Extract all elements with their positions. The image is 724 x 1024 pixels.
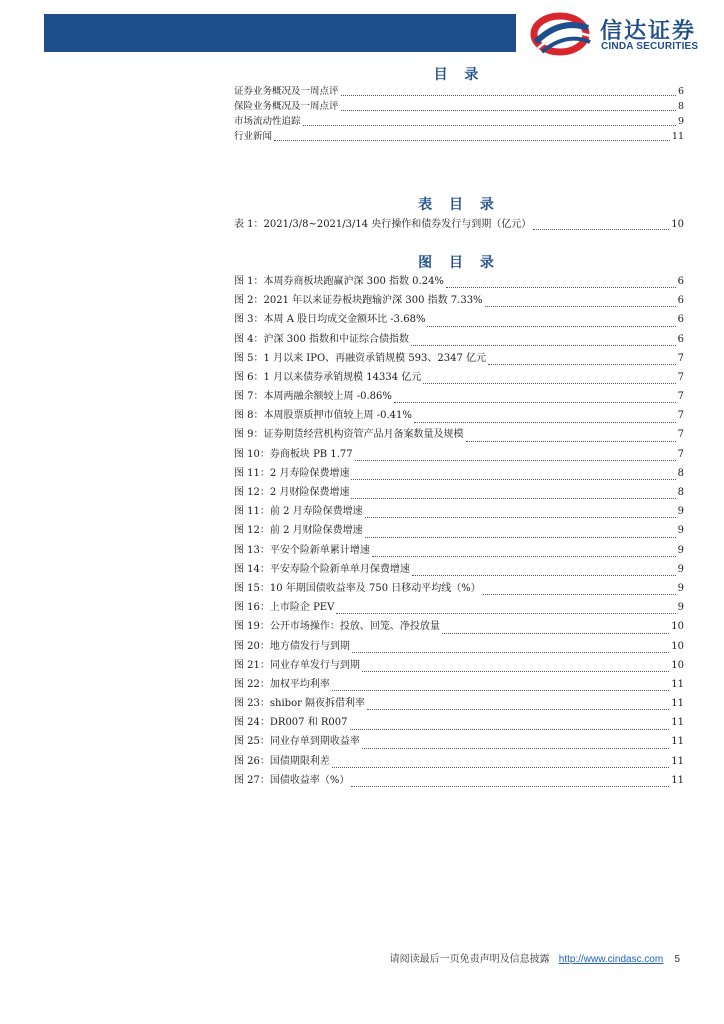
toc-dot-leader xyxy=(412,575,676,576)
toc-entry[interactable] xyxy=(234,733,684,752)
toc-entry-label: 市场流动性追踪 xyxy=(234,116,301,127)
toc-dot-leader xyxy=(362,748,669,749)
toc-entry-label: 图 26：国债期限利差 xyxy=(234,755,330,767)
toc-entry-page: 6 xyxy=(677,295,684,307)
toc-entry-label: 表 1：2021/3/8~2021/3/14 央行操作和债券发行与到期（亿元） xyxy=(234,219,532,230)
toc-entry[interactable] xyxy=(234,579,684,598)
toc-entry-label: 图 14：平安寿险个险新单单月保费增速 xyxy=(234,563,410,575)
toc-entry[interactable] xyxy=(234,713,684,732)
toc-entry[interactable] xyxy=(234,129,684,144)
toc-entry-page: 9 xyxy=(677,602,684,614)
toc-entry-label: 图 11：前 2 月寿险保费增速 xyxy=(234,506,363,518)
toc-entry-page: 9 xyxy=(677,582,684,594)
toc-entry[interactable] xyxy=(234,310,684,329)
toc-dot-leader xyxy=(341,95,676,96)
toc-entry-label: 图 12：前 2 月财险保费增速 xyxy=(234,525,363,537)
toc-entry[interactable] xyxy=(234,752,684,771)
figure-toc-title: 图 目 录 xyxy=(418,255,500,271)
toc-entry-page: 11 xyxy=(671,698,684,710)
toc-entry[interactable] xyxy=(234,771,684,790)
toc-entry[interactable] xyxy=(234,330,684,349)
toc-dot-leader xyxy=(351,479,675,480)
toc-entry[interactable] xyxy=(234,521,684,540)
toc-entry-page: 11 xyxy=(671,717,684,729)
toc-dot-leader xyxy=(351,786,669,787)
toc-dot-leader xyxy=(303,125,676,126)
toc-entry-label: 图 10：券商板块 PB 1.77 xyxy=(234,448,353,460)
toc-entry-label: 图 3：本周 A 股日均成交金额环比 -3.68% xyxy=(234,314,426,326)
toc-dot-leader xyxy=(485,306,676,307)
toc-entry-page: 6 xyxy=(677,275,684,287)
toc-dot-leader xyxy=(341,110,676,111)
toc-entry-page: 7 xyxy=(677,448,684,460)
toc-entry-label: 图 2：2021 年以来证券板块跑输沪深 300 指数 7.33% xyxy=(234,295,483,307)
page-number: 5 xyxy=(674,954,680,965)
toc-entry-page: 11 xyxy=(671,774,684,786)
toc-entry-page: 9 xyxy=(677,563,684,575)
toc-entry-label: 行业新闻 xyxy=(234,131,273,142)
toc-entry[interactable] xyxy=(234,541,684,560)
toc-entry[interactable] xyxy=(234,694,684,713)
toc-entry-label: 图 23：shibor 隔夜拆借利率 xyxy=(234,698,366,710)
toc-entry-page: 11 xyxy=(671,755,684,767)
toc-dot-leader xyxy=(488,364,676,365)
toc-dot-leader xyxy=(274,140,670,141)
toc-dot-leader xyxy=(411,345,676,346)
logo-english-name: CINDA SECURITIES xyxy=(601,41,699,52)
toc-entry[interactable] xyxy=(234,502,684,521)
toc-entry[interactable] xyxy=(234,349,684,368)
toc-entry-label: 图 8：本周股票质押市值较上周 -0.41% xyxy=(234,410,412,422)
toc-dot-leader xyxy=(332,690,669,691)
website-link[interactable]: http://www.cindasc.com xyxy=(558,954,664,965)
toc-entry[interactable] xyxy=(234,387,684,406)
toc-entry-page: 9 xyxy=(677,544,684,556)
toc-entry-page: 8 xyxy=(677,487,684,499)
toc-entry-label: 图 22：加权平均利率 xyxy=(234,678,330,690)
toc-entry-page: 10 xyxy=(671,219,684,230)
toc-dot-leader xyxy=(483,594,676,595)
toc-dot-leader xyxy=(372,556,676,557)
toc-dot-leader xyxy=(367,709,669,710)
toc-dot-leader xyxy=(446,287,676,288)
toc-dot-leader xyxy=(362,671,669,672)
toc-entry-label: 图 5：1 月以来 IPO、再融资承销规模 593、2347 亿元 xyxy=(234,352,487,364)
toc-entry-label: 图 12：2 月财险保费增速 xyxy=(234,487,350,499)
toc-entry-page: 7 xyxy=(677,410,684,422)
toc-dot-leader xyxy=(414,422,676,423)
toc-dot-leader xyxy=(394,402,676,403)
toc-dot-leader xyxy=(442,633,669,634)
toc-entry-label: 证券业务概况及一周点评 xyxy=(234,86,339,97)
toc-entry-page: 9 xyxy=(677,506,684,518)
toc-dot-leader xyxy=(336,613,675,614)
toc-entry[interactable] xyxy=(234,368,684,387)
toc-entry-page: 7 xyxy=(677,391,684,403)
toc-entry-label: 图 13：平安个险新单累计增速 xyxy=(234,544,370,556)
toc-entry[interactable] xyxy=(234,656,684,675)
toc-entry-label: 图 4：沪深 300 指数和中证综合债指数 xyxy=(234,333,409,345)
toc-entry-page: 7 xyxy=(677,371,684,383)
toc-entry[interactable] xyxy=(234,617,684,636)
toc-dot-leader xyxy=(466,441,676,442)
toc-entry[interactable] xyxy=(234,598,684,617)
toc-entry[interactable] xyxy=(234,272,684,291)
table-toc-title: 表 目 录 xyxy=(418,197,500,213)
toc-entry-page: 9 xyxy=(677,525,684,537)
toc-entry[interactable] xyxy=(234,675,684,694)
toc-entry[interactable] xyxy=(234,464,684,483)
toc-entry-page: 11 xyxy=(671,736,684,748)
toc-entry-page: 7 xyxy=(677,352,684,364)
toc-entry-label: 图 7：本周两融余额较上周 -0.86% xyxy=(234,391,392,403)
toc-entry-label: 保险业务概况及一周点评 xyxy=(234,101,339,112)
toc-entry-label: 图 20：地方债发行与到期 xyxy=(234,640,350,652)
toc-entry[interactable] xyxy=(234,291,684,310)
toc-dot-leader xyxy=(355,460,676,461)
toc-dot-leader xyxy=(365,517,676,518)
toc-dot-leader xyxy=(352,652,669,653)
toc-entry-label: 图 11：2 月寿险保费增速 xyxy=(234,467,350,479)
toc-entry-label: 图 25：同业存单到期收益率 xyxy=(234,736,360,748)
toc-entry[interactable] xyxy=(234,84,684,99)
toc-entry-page: 8 xyxy=(677,467,684,479)
toc-entry-page: 10 xyxy=(671,659,684,671)
toc-dot-leader xyxy=(351,498,675,499)
toc-entry-page: 7 xyxy=(677,429,684,441)
toc-entry-label: 图 15：10 年期国债收益率及 750 日移动平均线（%） xyxy=(234,582,481,594)
header-bar xyxy=(44,14,516,52)
toc-entry[interactable] xyxy=(234,637,684,656)
cinda-logo-mark-icon xyxy=(530,12,594,56)
toc-entry-label: 图 1：本周券商板块跑赢沪深 300 指数 0.24% xyxy=(234,275,444,287)
page-footer xyxy=(390,950,680,965)
toc-entry-page: 6 xyxy=(677,314,684,326)
toc-entry-page: 6 xyxy=(677,333,684,345)
toc-entry-page: 11 xyxy=(671,131,684,142)
toc-entry[interactable] xyxy=(234,406,684,425)
figure-toc-list xyxy=(234,272,684,790)
toc-entry-page: 9 xyxy=(677,116,684,127)
toc-entry[interactable] xyxy=(234,216,684,233)
toc-entry-page: 10 xyxy=(671,640,684,652)
toc-entry-page: 11 xyxy=(671,678,684,690)
toc-entry[interactable] xyxy=(234,483,684,502)
toc-dot-leader xyxy=(423,383,675,384)
toc-dot-leader xyxy=(533,229,669,230)
toc-entry[interactable] xyxy=(234,445,684,464)
toc-entry-page: 6 xyxy=(677,86,684,97)
toc-entry[interactable] xyxy=(234,426,684,445)
toc-entry-label: 图 24：DR007 和 R007 xyxy=(234,717,348,729)
toc-dot-leader xyxy=(427,326,675,327)
toc-dot-leader xyxy=(350,729,670,730)
toc-entry-label: 图 9：证券期货经营机构资管产品月备案数量及规模 xyxy=(234,429,464,441)
toc-list xyxy=(234,84,684,144)
company-logo xyxy=(530,12,710,56)
toc-title: 目 录 xyxy=(433,67,485,83)
toc-entry-label: 图 27：国债收益率（%） xyxy=(234,774,350,786)
toc-dot-leader xyxy=(365,537,676,538)
toc-entry-page: 10 xyxy=(671,621,684,633)
toc-entry-label: 图 19：公开市场操作：投放、回笼、净投放量 xyxy=(234,621,440,633)
toc-entry-label: 图 21：同业存单发行与到期 xyxy=(234,659,360,671)
toc-dot-leader xyxy=(332,767,669,768)
toc-entry-page: 8 xyxy=(677,101,684,112)
footer-disclaimer: 请阅读最后一页免责声明及信息披露 xyxy=(389,954,550,965)
toc-entry[interactable] xyxy=(234,99,684,114)
toc-entry[interactable] xyxy=(234,114,684,129)
toc-entry-label: 图 6：1 月以来债券承销规模 14334 亿元 xyxy=(234,371,422,383)
toc-entry-label: 图 16：上市险企 PEV xyxy=(234,602,335,614)
logo-chinese-name: 信达证券 xyxy=(600,19,697,44)
table-toc-list xyxy=(234,216,684,233)
toc-entry[interactable] xyxy=(234,560,684,579)
